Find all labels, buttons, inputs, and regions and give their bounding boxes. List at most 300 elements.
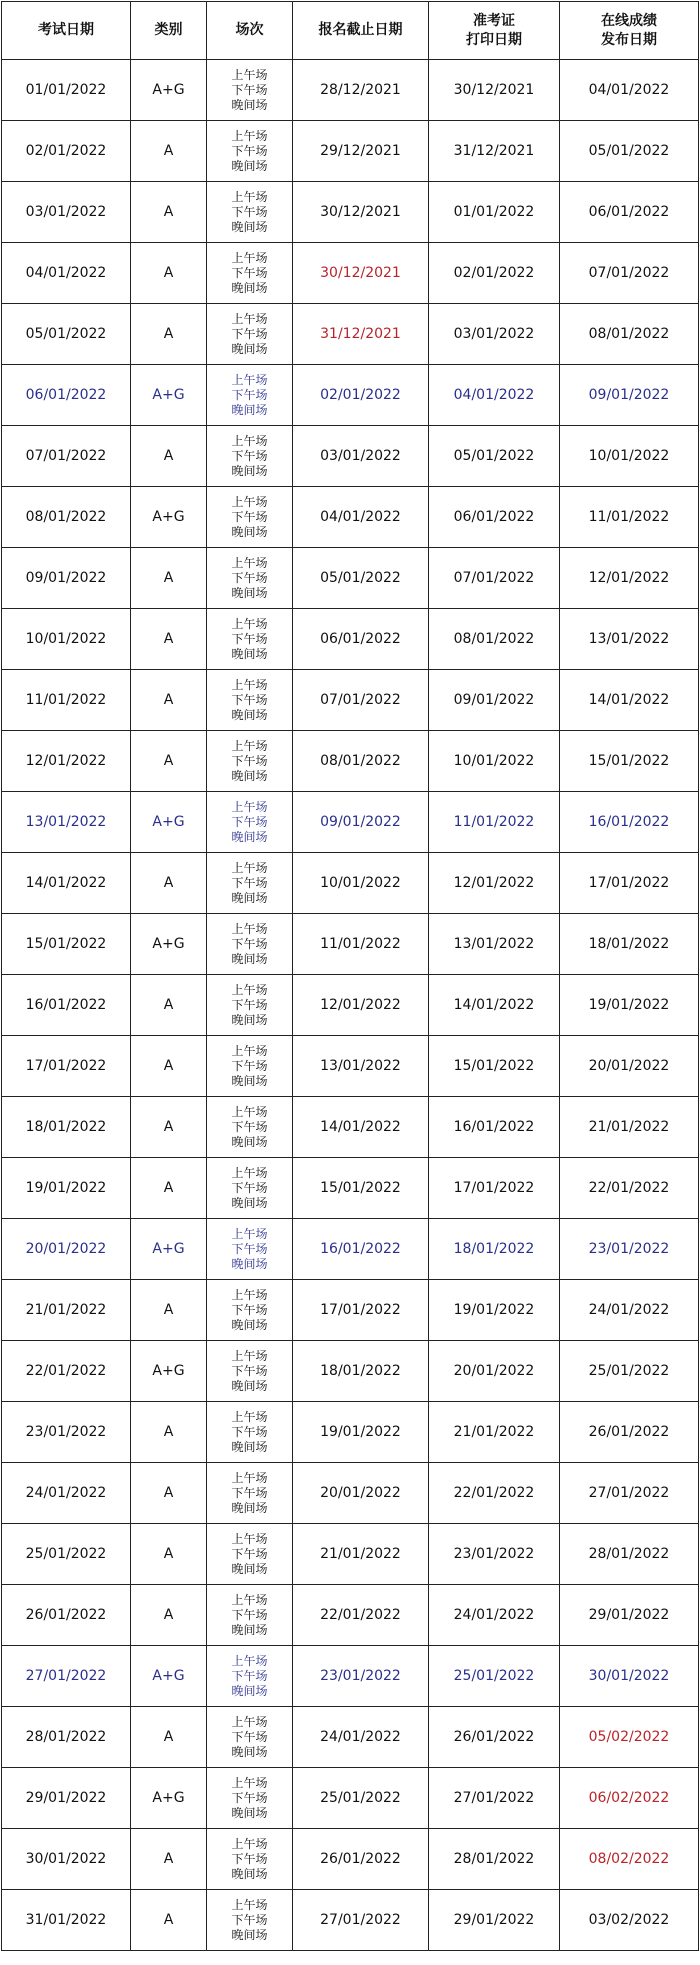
admit-card-date-cell: 11/01/2022 [429, 792, 560, 853]
header-results-release-date [560, 2, 699, 60]
category-cell: A [131, 853, 207, 914]
session-label: 上午场 [231, 1226, 268, 1241]
registration-deadline-cell: 17/01/2022 [293, 1280, 429, 1341]
table-row [2, 548, 699, 609]
table-row [2, 914, 699, 975]
admit-card-date-cell: 10/01/2022 [429, 731, 560, 792]
session-label: 上午场 [231, 1531, 268, 1546]
registration-deadline-cell: 14/01/2022 [293, 1097, 429, 1158]
admit-card-date-cell: 02/01/2022 [429, 243, 560, 304]
category-cell: A [131, 121, 207, 182]
table-row [2, 1707, 699, 1768]
table-row [2, 1341, 699, 1402]
session-label: 晚间场 [231, 1195, 268, 1210]
session-label: 上午场 [231, 311, 268, 326]
session-label: 上午场 [231, 1165, 268, 1180]
exam-date-cell: 04/01/2022 [2, 243, 131, 304]
session-label: 上午场 [231, 616, 268, 631]
admit-card-date-cell: 23/01/2022 [429, 1524, 560, 1585]
admit-card-date-cell: 05/01/2022 [429, 426, 560, 487]
registration-deadline-cell: 22/01/2022 [293, 1585, 429, 1646]
table-row [2, 1829, 699, 1890]
category-cell: A+G [131, 1219, 207, 1280]
category-cell: A [131, 1585, 207, 1646]
results-date-cell: 09/01/2022 [560, 365, 699, 426]
admit-card-date-cell: 01/01/2022 [429, 182, 560, 243]
session-label: 下午场 [231, 1424, 268, 1439]
category-cell: A [131, 1829, 207, 1890]
session-cell [207, 1036, 293, 1097]
session-cell [207, 1707, 293, 1768]
exam-date-cell: 06/01/2022 [2, 365, 131, 426]
session-label: 上午场 [231, 250, 268, 265]
session-label: 下午场 [231, 1668, 268, 1683]
registration-deadline-cell: 20/01/2022 [293, 1463, 429, 1524]
registration-deadline-cell: 09/01/2022 [293, 792, 429, 853]
session-label: 下午场 [231, 814, 268, 829]
admit-card-date-cell: 30/12/2021 [429, 60, 560, 121]
category-cell: A+G [131, 1341, 207, 1402]
session-label: 晚间场 [231, 1927, 268, 1942]
table-row [2, 1768, 699, 1829]
category-cell: A [131, 670, 207, 731]
category-cell: A [131, 1036, 207, 1097]
session-label: 晚间场 [231, 829, 268, 844]
session-label: 上午场 [231, 372, 268, 387]
exam-date-cell: 23/01/2022 [2, 1402, 131, 1463]
registration-deadline-cell: 30/12/2021 [293, 243, 429, 304]
session-cell [207, 487, 293, 548]
registration-deadline-cell: 25/01/2022 [293, 1768, 429, 1829]
session-label: 下午场 [231, 1729, 268, 1744]
session-cell [207, 609, 293, 670]
session-label: 下午场 [231, 631, 268, 646]
session-label: 下午场 [231, 1485, 268, 1500]
session-label: 下午场 [231, 82, 268, 97]
results-date-cell: 08/02/2022 [560, 1829, 699, 1890]
header-session: 场次 [207, 2, 293, 60]
session-label: 下午场 [231, 936, 268, 951]
exam-date-cell: 05/01/2022 [2, 304, 131, 365]
admit-card-date-cell: 07/01/2022 [429, 548, 560, 609]
results-date-cell: 05/02/2022 [560, 1707, 699, 1768]
session-label: 下午场 [231, 1790, 268, 1805]
session-cell [207, 1219, 293, 1280]
admit-card-date-cell: 18/01/2022 [429, 1219, 560, 1280]
results-date-cell: 07/01/2022 [560, 243, 699, 304]
session-label: 上午场 [231, 1470, 268, 1485]
session-label: 下午场 [231, 1363, 268, 1378]
session-label: 上午场 [231, 799, 268, 814]
table-row [2, 975, 699, 1036]
table-row [2, 243, 699, 304]
table-row [2, 1158, 699, 1219]
admit-card-date-cell: 12/01/2022 [429, 853, 560, 914]
table-row [2, 853, 699, 914]
table-row [2, 1402, 699, 1463]
session-label: 下午场 [231, 448, 268, 463]
results-date-cell: 22/01/2022 [560, 1158, 699, 1219]
session-label: 下午场 [231, 1851, 268, 1866]
category-cell: A [131, 304, 207, 365]
category-cell: A [131, 609, 207, 670]
results-date-cell: 13/01/2022 [560, 609, 699, 670]
category-cell: A+G [131, 365, 207, 426]
session-label: 上午场 [231, 1043, 268, 1058]
results-date-cell: 06/02/2022 [560, 1768, 699, 1829]
session-label: 晚间场 [231, 1866, 268, 1881]
table-row [2, 1463, 699, 1524]
results-date-cell: 03/02/2022 [560, 1890, 699, 1951]
table-row [2, 60, 699, 121]
category-cell: A [131, 1890, 207, 1951]
session-cell [207, 670, 293, 731]
exam-date-cell: 08/01/2022 [2, 487, 131, 548]
results-date-cell: 18/01/2022 [560, 914, 699, 975]
category-cell: A [131, 731, 207, 792]
exam-date-cell: 11/01/2022 [2, 670, 131, 731]
registration-deadline-cell: 06/01/2022 [293, 609, 429, 670]
session-label: 上午场 [231, 1287, 268, 1302]
exam-date-cell: 10/01/2022 [2, 609, 131, 670]
table-row [2, 1890, 699, 1951]
results-date-cell: 10/01/2022 [560, 426, 699, 487]
session-cell [207, 426, 293, 487]
session-cell [207, 792, 293, 853]
session-label: 晚间场 [231, 524, 268, 539]
session-label: 晚间场 [231, 646, 268, 661]
header-exam-date: 考试日期 [2, 2, 131, 60]
session-label: 晚间场 [231, 1439, 268, 1454]
session-label: 下午场 [231, 1546, 268, 1561]
table-row [2, 1585, 699, 1646]
session-cell [207, 1402, 293, 1463]
registration-deadline-cell: 04/01/2022 [293, 487, 429, 548]
session-label: 上午场 [231, 189, 268, 204]
table-row [2, 426, 699, 487]
session-label: 晚间场 [231, 1134, 268, 1149]
exam-date-cell: 15/01/2022 [2, 914, 131, 975]
session-label: 上午场 [231, 738, 268, 753]
registration-deadline-cell: 26/01/2022 [293, 1829, 429, 1890]
session-label: 下午场 [231, 570, 268, 585]
session-label: 晚间场 [231, 280, 268, 295]
registration-deadline-cell: 02/01/2022 [293, 365, 429, 426]
session-cell [207, 304, 293, 365]
admit-card-date-cell: 17/01/2022 [429, 1158, 560, 1219]
session-cell [207, 1768, 293, 1829]
session-label: 下午场 [231, 1058, 268, 1073]
category-cell: A+G [131, 1768, 207, 1829]
results-date-cell: 20/01/2022 [560, 1036, 699, 1097]
table-row [2, 1524, 699, 1585]
results-date-cell: 24/01/2022 [560, 1280, 699, 1341]
results-date-cell: 08/01/2022 [560, 304, 699, 365]
exam-date-cell: 09/01/2022 [2, 548, 131, 609]
session-label: 上午场 [231, 1775, 268, 1790]
session-label: 晚间场 [231, 1500, 268, 1515]
admit-card-date-cell: 09/01/2022 [429, 670, 560, 731]
table-row [2, 792, 699, 853]
session-label: 下午场 [231, 753, 268, 768]
registration-deadline-cell: 29/12/2021 [293, 121, 429, 182]
category-cell: A [131, 1707, 207, 1768]
session-label: 晚间场 [231, 1622, 268, 1637]
session-label: 晚间场 [231, 890, 268, 905]
category-cell: A [131, 1280, 207, 1341]
registration-deadline-cell: 27/01/2022 [293, 1890, 429, 1951]
registration-deadline-cell: 23/01/2022 [293, 1646, 429, 1707]
session-label: 上午场 [231, 982, 268, 997]
admit-card-date-cell: 14/01/2022 [429, 975, 560, 1036]
session-label: 上午场 [231, 921, 268, 936]
results-date-cell: 15/01/2022 [560, 731, 699, 792]
results-date-cell: 11/01/2022 [560, 487, 699, 548]
session-label: 下午场 [231, 692, 268, 707]
session-cell [207, 60, 293, 121]
header-category: 类别 [131, 2, 207, 60]
session-label: 晚间场 [231, 1744, 268, 1759]
table-row [2, 1219, 699, 1280]
header-admit-card-print-date [429, 2, 560, 60]
header-results-line-2: 发布日期 [601, 31, 657, 48]
session-cell [207, 731, 293, 792]
exam-date-cell: 18/01/2022 [2, 1097, 131, 1158]
exam-date-cell: 27/01/2022 [2, 1646, 131, 1707]
exam-date-cell: 07/01/2022 [2, 426, 131, 487]
exam-date-cell: 17/01/2022 [2, 1036, 131, 1097]
session-label: 下午场 [231, 204, 268, 219]
category-cell: A [131, 975, 207, 1036]
exam-date-cell: 25/01/2022 [2, 1524, 131, 1585]
exam-date-cell: 12/01/2022 [2, 731, 131, 792]
exam-date-cell: 29/01/2022 [2, 1768, 131, 1829]
exam-date-cell: 16/01/2022 [2, 975, 131, 1036]
table-row [2, 365, 699, 426]
registration-deadline-cell: 16/01/2022 [293, 1219, 429, 1280]
category-cell: A [131, 182, 207, 243]
admit-card-date-cell: 25/01/2022 [429, 1646, 560, 1707]
admit-card-date-cell: 24/01/2022 [429, 1585, 560, 1646]
registration-deadline-cell: 03/01/2022 [293, 426, 429, 487]
results-date-cell: 23/01/2022 [560, 1219, 699, 1280]
header-row [2, 2, 699, 60]
session-label: 晚间场 [231, 219, 268, 234]
session-label: 下午场 [231, 997, 268, 1012]
table-row [2, 182, 699, 243]
session-label: 晚间场 [231, 707, 268, 722]
registration-deadline-cell: 24/01/2022 [293, 1707, 429, 1768]
results-date-cell: 14/01/2022 [560, 670, 699, 731]
category-cell: A [131, 1158, 207, 1219]
header-admit-card-line-1: 准考证 [473, 12, 515, 29]
admit-card-date-cell: 28/01/2022 [429, 1829, 560, 1890]
session-label: 晚间场 [231, 341, 268, 356]
category-cell: A [131, 426, 207, 487]
results-date-cell: 30/01/2022 [560, 1646, 699, 1707]
registration-deadline-cell: 07/01/2022 [293, 670, 429, 731]
registration-deadline-cell: 11/01/2022 [293, 914, 429, 975]
exam-date-cell: 28/01/2022 [2, 1707, 131, 1768]
session-cell [207, 182, 293, 243]
registration-deadline-cell: 31/12/2021 [293, 304, 429, 365]
results-date-cell: 27/01/2022 [560, 1463, 699, 1524]
exam-date-cell: 21/01/2022 [2, 1280, 131, 1341]
exam-date-cell: 02/01/2022 [2, 121, 131, 182]
exam-date-cell: 31/01/2022 [2, 1890, 131, 1951]
session-label: 晚间场 [231, 1378, 268, 1393]
session-label: 上午场 [231, 860, 268, 875]
category-cell: A+G [131, 914, 207, 975]
admit-card-date-cell: 27/01/2022 [429, 1768, 560, 1829]
session-label: 下午场 [231, 143, 268, 158]
session-label: 晚间场 [231, 1805, 268, 1820]
exam-date-cell: 26/01/2022 [2, 1585, 131, 1646]
session-label: 上午场 [231, 1897, 268, 1912]
session-label: 上午场 [231, 1348, 268, 1363]
exam-date-cell: 30/01/2022 [2, 1829, 131, 1890]
admit-card-date-cell: 04/01/2022 [429, 365, 560, 426]
registration-deadline-cell: 21/01/2022 [293, 1524, 429, 1585]
session-label: 上午场 [231, 128, 268, 143]
admit-card-date-cell: 03/01/2022 [429, 304, 560, 365]
table-row [2, 731, 699, 792]
results-date-cell: 29/01/2022 [560, 1585, 699, 1646]
results-date-cell: 12/01/2022 [560, 548, 699, 609]
session-label: 上午场 [231, 1836, 268, 1851]
session-label: 晚间场 [231, 158, 268, 173]
session-label: 晚间场 [231, 1073, 268, 1088]
session-cell [207, 243, 293, 304]
session-cell [207, 1341, 293, 1402]
session-label: 下午场 [231, 1180, 268, 1195]
session-cell [207, 1097, 293, 1158]
registration-deadline-cell: 18/01/2022 [293, 1341, 429, 1402]
session-label: 晚间场 [231, 402, 268, 417]
table-row [2, 121, 699, 182]
session-label: 上午场 [231, 1653, 268, 1668]
admit-card-date-cell: 08/01/2022 [429, 609, 560, 670]
session-label: 上午场 [231, 494, 268, 509]
registration-deadline-cell: 08/01/2022 [293, 731, 429, 792]
schedule-body [2, 60, 699, 1951]
header-registration-deadline: 报名截止日期 [293, 2, 429, 60]
category-cell: A [131, 1463, 207, 1524]
results-date-cell: 19/01/2022 [560, 975, 699, 1036]
session-cell [207, 1524, 293, 1585]
exam-date-cell: 22/01/2022 [2, 1341, 131, 1402]
registration-deadline-cell: 12/01/2022 [293, 975, 429, 1036]
registration-deadline-cell: 15/01/2022 [293, 1158, 429, 1219]
session-label: 下午场 [231, 1912, 268, 1927]
table-row [2, 487, 699, 548]
table-row [2, 1646, 699, 1707]
exam-date-cell: 20/01/2022 [2, 1219, 131, 1280]
results-date-cell: 17/01/2022 [560, 853, 699, 914]
results-date-cell: 21/01/2022 [560, 1097, 699, 1158]
session-label: 晚间场 [231, 1256, 268, 1271]
session-label: 晚间场 [231, 585, 268, 600]
admit-card-date-cell: 22/01/2022 [429, 1463, 560, 1524]
exam-date-cell: 13/01/2022 [2, 792, 131, 853]
registration-deadline-cell: 30/12/2021 [293, 182, 429, 243]
session-label: 上午场 [231, 1714, 268, 1729]
session-label: 上午场 [231, 1409, 268, 1424]
session-label: 下午场 [231, 265, 268, 280]
session-label: 上午场 [231, 677, 268, 692]
category-cell: A+G [131, 1646, 207, 1707]
session-cell [207, 1280, 293, 1341]
session-label: 上午场 [231, 1104, 268, 1119]
exam-date-cell: 03/01/2022 [2, 182, 131, 243]
session-label: 下午场 [231, 875, 268, 890]
session-label: 晚间场 [231, 97, 268, 112]
results-date-cell: 26/01/2022 [560, 1402, 699, 1463]
session-label: 下午场 [231, 387, 268, 402]
session-label: 下午场 [231, 1607, 268, 1622]
session-cell [207, 1158, 293, 1219]
header-admit-card-line-2: 打印日期 [466, 31, 522, 48]
session-label: 晚间场 [231, 951, 268, 966]
session-label: 上午场 [231, 1592, 268, 1607]
admit-card-date-cell: 13/01/2022 [429, 914, 560, 975]
exam-schedule-table [1, 1, 699, 1951]
results-date-cell: 06/01/2022 [560, 182, 699, 243]
category-cell: A+G [131, 60, 207, 121]
category-cell: A [131, 1524, 207, 1585]
session-cell [207, 1890, 293, 1951]
admit-card-date-cell: 19/01/2022 [429, 1280, 560, 1341]
results-date-cell: 04/01/2022 [560, 60, 699, 121]
session-label: 晚间场 [231, 768, 268, 783]
session-label: 上午场 [231, 67, 268, 82]
session-label: 下午场 [231, 326, 268, 341]
registration-deadline-cell: 19/01/2022 [293, 1402, 429, 1463]
category-cell: A [131, 243, 207, 304]
table-row [2, 1280, 699, 1341]
results-date-cell: 05/01/2022 [560, 121, 699, 182]
table-row [2, 304, 699, 365]
results-date-cell: 28/01/2022 [560, 1524, 699, 1585]
session-label: 晚间场 [231, 1683, 268, 1698]
session-label: 上午场 [231, 555, 268, 570]
exam-date-cell: 14/01/2022 [2, 853, 131, 914]
registration-deadline-cell: 13/01/2022 [293, 1036, 429, 1097]
admit-card-date-cell: 15/01/2022 [429, 1036, 560, 1097]
session-cell [207, 1463, 293, 1524]
session-cell [207, 1585, 293, 1646]
session-label: 晚间场 [231, 1317, 268, 1332]
session-label: 下午场 [231, 1119, 268, 1134]
admit-card-date-cell: 20/01/2022 [429, 1341, 560, 1402]
session-cell [207, 914, 293, 975]
category-cell: A+G [131, 792, 207, 853]
registration-deadline-cell: 10/01/2022 [293, 853, 429, 914]
session-cell [207, 548, 293, 609]
session-label: 晚间场 [231, 1012, 268, 1027]
session-label: 下午场 [231, 509, 268, 524]
session-cell [207, 853, 293, 914]
table-row [2, 1097, 699, 1158]
results-date-cell: 16/01/2022 [560, 792, 699, 853]
registration-deadline-cell: 05/01/2022 [293, 548, 429, 609]
category-cell: A [131, 548, 207, 609]
category-cell: A [131, 1402, 207, 1463]
category-cell: A [131, 1097, 207, 1158]
admit-card-date-cell: 31/12/2021 [429, 121, 560, 182]
admit-card-date-cell: 16/01/2022 [429, 1097, 560, 1158]
table-row [2, 1036, 699, 1097]
